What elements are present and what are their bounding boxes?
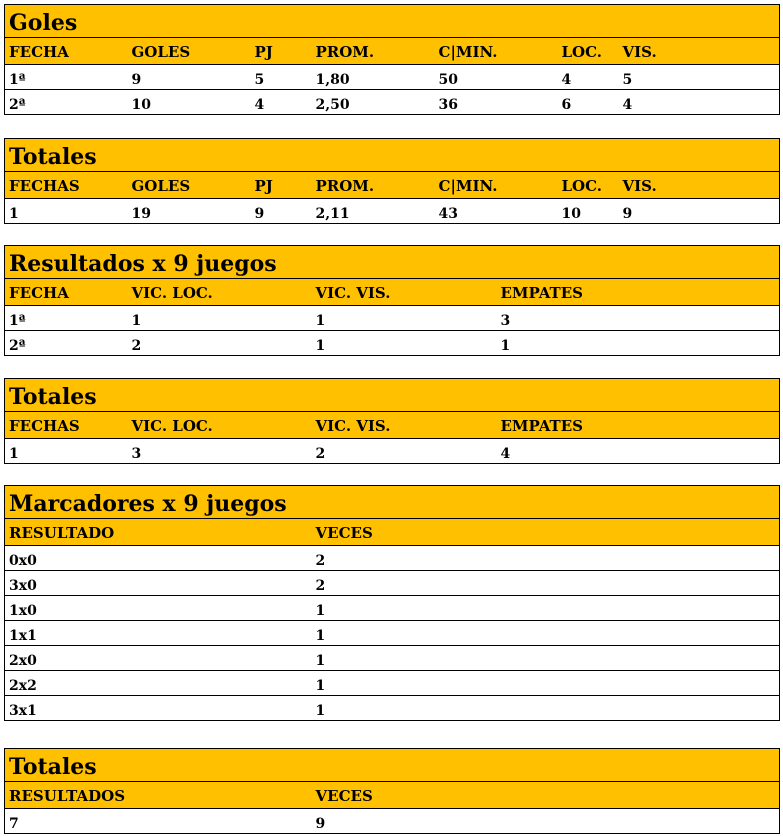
table-row — [5, 646, 780, 671]
goles-totales-cell: 1 — [5, 199, 128, 224]
goles-header-row — [5, 38, 780, 65]
marcadores-totales-header-veces: VECES — [312, 782, 780, 809]
goles-cell: 6 — [558, 90, 619, 115]
goles-totales-header-pj: PJ — [251, 172, 312, 199]
goles-totales-cell: 2,11 — [312, 199, 435, 224]
marcadores-table — [4, 485, 780, 721]
marcadores-totales-table — [4, 748, 780, 834]
marcadores-totales-header-resultados: RESULTADOS — [5, 782, 312, 809]
marcadores-totales-cell: 9 — [312, 809, 780, 834]
marcadores-header-row — [5, 519, 780, 546]
goles-totales-cell: 9 — [251, 199, 312, 224]
resultados-header-row — [5, 279, 780, 306]
table-row — [5, 65, 780, 90]
resultados-totales-title: Totales — [5, 379, 780, 412]
goles-header-vis: VIS. — [619, 38, 780, 65]
resultados-totales-cell: 4 — [497, 439, 780, 464]
goles-totales-title: Totales — [5, 139, 780, 172]
goles-totales-cell: 10 — [558, 199, 619, 224]
resultados-title: Resultados x 9 juegos — [5, 246, 780, 279]
marcadores-totales-title: Totales — [5, 749, 780, 782]
goles-cell: 9 — [128, 65, 251, 90]
marcadores-cell: 3x0 — [5, 571, 312, 596]
table-row — [5, 671, 780, 696]
goles-totales-table — [4, 138, 780, 224]
resultados-totales-cell: 1 — [5, 439, 128, 464]
goles-totales-header-goles: GOLES — [128, 172, 251, 199]
goles-cell: 10 — [128, 90, 251, 115]
resultados-totales-header-row — [5, 412, 780, 439]
goles-totales-cell: 43 — [435, 199, 558, 224]
goles-header-loc: LOC. — [558, 38, 619, 65]
goles-header-fecha: FECHA — [5, 38, 128, 65]
marcadores-cell: 1 — [312, 696, 780, 721]
marcadores-totales-cell: 7 — [5, 809, 312, 834]
resultados-cell: 1 — [312, 306, 497, 331]
goles-cell: 2,50 — [312, 90, 435, 115]
table-row — [5, 596, 780, 621]
goles-cell: 4 — [619, 90, 780, 115]
goles-totales-cell: 19 — [128, 199, 251, 224]
resultados-totales-header-vic-vis: VIC. VIS. — [312, 412, 497, 439]
marcadores-cell: 2 — [312, 546, 780, 571]
table-row — [5, 546, 780, 571]
goles-header-goles: GOLES — [128, 38, 251, 65]
goles-header-pj: PJ — [251, 38, 312, 65]
goles-cell: 36 — [435, 90, 558, 115]
goles-cell: 5 — [251, 65, 312, 90]
table-row — [5, 621, 780, 646]
resultados-table — [4, 245, 780, 356]
resultados-totales-table — [4, 378, 780, 464]
marcadores-cell: 0x0 — [5, 546, 312, 571]
marcadores-cell: 1x0 — [5, 596, 312, 621]
table-row — [5, 90, 780, 115]
table-row — [5, 809, 780, 834]
resultados-cell: 2ª — [5, 331, 128, 356]
resultados-cell: 1 — [128, 306, 312, 331]
table-row — [5, 199, 780, 224]
goles-totales-header-row — [5, 172, 780, 199]
marcadores-cell: 1 — [312, 646, 780, 671]
table-row — [5, 696, 780, 721]
resultados-totales-header-vic-loc: VIC. LOC. — [128, 412, 312, 439]
goles-header-prom: PROM. — [312, 38, 435, 65]
marcadores-title: Marcadores x 9 juegos — [5, 486, 780, 519]
goles-cell: 2ª — [5, 90, 128, 115]
goles-cell: 1,80 — [312, 65, 435, 90]
marcadores-cell: 1x1 — [5, 621, 312, 646]
table-row — [5, 331, 780, 356]
resultados-cell: 1ª — [5, 306, 128, 331]
resultados-totales-header-fechas: FECHAS — [5, 412, 128, 439]
resultados-totales-cell: 2 — [312, 439, 497, 464]
goles-totales-header-loc: LOC. — [558, 172, 619, 199]
resultados-totales-header-empates: EMPATES — [497, 412, 780, 439]
goles-cell: 4 — [558, 65, 619, 90]
marcadores-cell: 2 — [312, 571, 780, 596]
resultados-header-empates: EMPATES — [497, 279, 780, 306]
resultados-totales-cell: 3 — [128, 439, 312, 464]
table-row — [5, 439, 780, 464]
resultados-header-vic-vis: VIC. VIS. — [312, 279, 497, 306]
goles-cell: 50 — [435, 65, 558, 90]
resultados-header-vic-loc: VIC. LOC. — [128, 279, 312, 306]
goles-cell: 5 — [619, 65, 780, 90]
marcadores-cell: 1 — [312, 596, 780, 621]
resultados-cell: 2 — [128, 331, 312, 356]
marcadores-cell: 1 — [312, 621, 780, 646]
resultados-cell: 1 — [497, 331, 780, 356]
marcadores-cell: 2x0 — [5, 646, 312, 671]
marcadores-cell: 2x2 — [5, 671, 312, 696]
goles-totales-cell: 9 — [619, 199, 780, 224]
goles-cell: 4 — [251, 90, 312, 115]
goles-header-cmin: C|MIN. — [435, 38, 558, 65]
resultados-cell: 3 — [497, 306, 780, 331]
goles-totales-header-vis: VIS. — [619, 172, 780, 199]
marcadores-cell: 1 — [312, 671, 780, 696]
table-row — [5, 306, 780, 331]
resultados-cell: 1 — [312, 331, 497, 356]
goles-cell: 1ª — [5, 65, 128, 90]
table-row — [5, 571, 780, 596]
goles-totales-header-fechas: FECHAS — [5, 172, 128, 199]
goles-title: Goles — [5, 5, 780, 38]
marcadores-cell: 3x1 — [5, 696, 312, 721]
marcadores-totales-header-row — [5, 782, 780, 809]
marcadores-header-resultado: RESULTADO — [5, 519, 312, 546]
resultados-header-fecha: FECHA — [5, 279, 128, 306]
marcadores-header-veces: VECES — [312, 519, 780, 546]
goles-table — [4, 4, 780, 115]
goles-totales-header-prom: PROM. — [312, 172, 435, 199]
goles-totales-header-cmin: C|MIN. — [435, 172, 558, 199]
